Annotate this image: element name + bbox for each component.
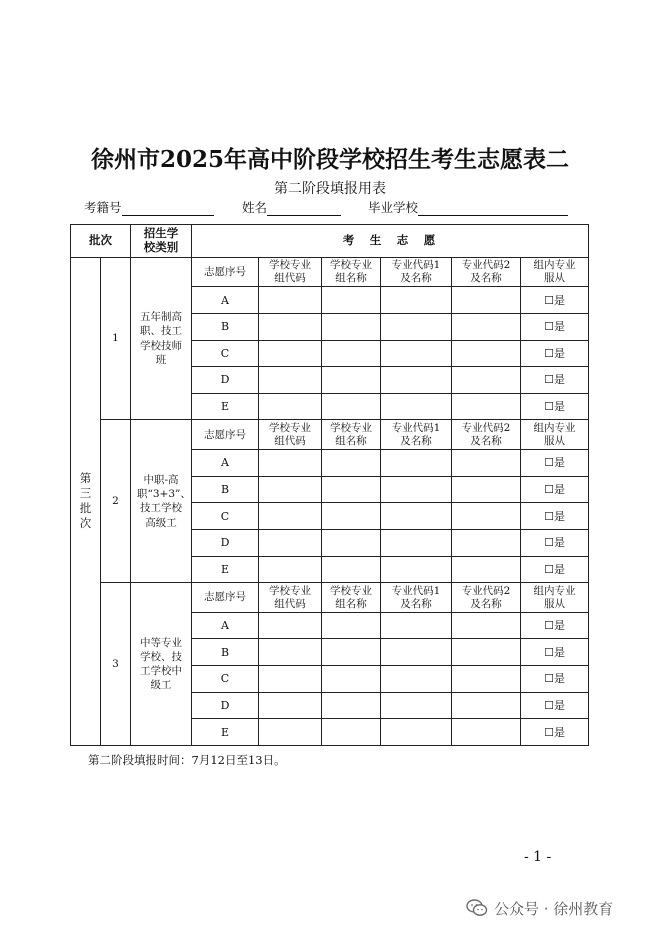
column-header-text: 组内专业服从	[533, 422, 576, 447]
entry-cell[interactable]	[322, 556, 381, 583]
entry-cell[interactable]	[259, 340, 322, 367]
option-label: C	[192, 340, 259, 367]
column-header	[192, 257, 259, 287]
entry-cell[interactable]	[322, 450, 381, 477]
entry-cell[interactable]	[452, 692, 521, 719]
entry-cell[interactable]	[452, 556, 521, 583]
group-type	[131, 583, 192, 746]
obey-checkbox[interactable]: ☐是	[521, 529, 589, 556]
column-header-text: 专业代码2及名称	[461, 259, 511, 285]
entry-cell[interactable]	[259, 503, 322, 530]
entry-cell[interactable]	[259, 612, 322, 639]
column-header-text: 学校专业组代码	[269, 259, 311, 285]
entry-cell[interactable]	[259, 450, 322, 477]
column-header	[452, 420, 521, 450]
obey-checkbox[interactable]: ☐是	[521, 503, 589, 530]
obey-checkbox[interactable]: ☐是	[521, 692, 589, 719]
entry-cell[interactable]	[259, 287, 322, 314]
column-header	[521, 257, 589, 287]
entry-cell[interactable]	[322, 340, 381, 367]
column-header-text: 专业代码2及名称	[461, 584, 511, 610]
entry-cell[interactable]	[381, 393, 452, 420]
column-header-text: 学校专业组名称	[330, 259, 372, 285]
column-header	[521, 583, 589, 613]
entry-cell[interactable]	[259, 393, 322, 420]
option-label: A	[192, 450, 259, 477]
column-header	[452, 257, 521, 287]
group-type	[131, 257, 192, 420]
column-header-text: 志愿序号	[204, 591, 246, 604]
entry-cell[interactable]	[452, 393, 521, 420]
exam-id-label: 考籍号	[84, 200, 122, 215]
entry-cell[interactable]	[322, 503, 381, 530]
school-line[interactable]	[418, 202, 568, 216]
entry-cell[interactable]	[381, 450, 452, 477]
entry-cell[interactable]	[322, 612, 381, 639]
group-number: 1	[101, 257, 131, 420]
entry-cell[interactable]	[452, 287, 521, 314]
group-type	[131, 420, 192, 583]
entry-cell[interactable]	[322, 314, 381, 341]
entry-cell[interactable]	[452, 503, 521, 530]
column-header-text: 学校专业组代码	[269, 422, 311, 447]
group-type-text: 中职-高职“3+3”、技工学校高级工	[137, 473, 191, 529]
group-type-text: 中等专业学校、技工学校中级工	[140, 636, 182, 692]
entry-cell[interactable]	[322, 692, 381, 719]
option-label: E	[192, 719, 259, 746]
exam-id-field	[84, 198, 214, 216]
batch-cell	[71, 257, 101, 745]
group-header-row	[71, 583, 589, 613]
obey-checkbox[interactable]: ☐是	[521, 719, 589, 746]
name-line[interactable]	[267, 202, 341, 216]
column-header	[259, 420, 322, 450]
entry-cell[interactable]	[452, 666, 521, 693]
entry-cell[interactable]	[381, 612, 452, 639]
obey-checkbox[interactable]: ☐是	[521, 639, 589, 666]
page-number: - 1 -	[524, 849, 552, 865]
column-header	[322, 257, 381, 287]
obey-checkbox[interactable]: ☐是	[521, 612, 589, 639]
group-number: 2	[101, 420, 131, 583]
entry-cell[interactable]	[322, 529, 381, 556]
entry-cell[interactable]	[322, 476, 381, 503]
column-header-text: 专业代码1及名称	[391, 584, 441, 610]
obey-checkbox[interactable]: ☐是	[521, 314, 589, 341]
entry-cell[interactable]	[381, 503, 452, 530]
entry-cell[interactable]	[259, 666, 322, 693]
entry-cell[interactable]	[381, 287, 452, 314]
entry-cell[interactable]	[259, 639, 322, 666]
option-label: E	[192, 556, 259, 583]
entry-cell[interactable]	[381, 692, 452, 719]
footnote: 第二阶段填报时间：7月12日至13日。	[88, 753, 286, 767]
batch-header: 批次	[71, 225, 131, 258]
entry-cell[interactable]	[381, 556, 452, 583]
form-subtitle: 第二阶段填报用表	[274, 181, 386, 197]
entry-cell[interactable]	[259, 367, 322, 394]
obey-checkbox[interactable]: ☐是	[521, 287, 589, 314]
entry-cell[interactable]	[452, 612, 521, 639]
entry-cell[interactable]	[322, 666, 381, 693]
entry-cell[interactable]	[381, 367, 452, 394]
column-header	[322, 583, 381, 613]
column-header-text: 组内专业服从	[533, 259, 576, 285]
group-number: 3	[101, 583, 131, 746]
column-header	[322, 420, 381, 450]
column-header-text: 志愿序号	[204, 428, 246, 441]
obey-checkbox[interactable]: ☐是	[521, 450, 589, 477]
column-header-text: 学校专业组代码	[269, 584, 311, 610]
obey-checkbox[interactable]: ☐是	[521, 556, 589, 583]
entry-cell[interactable]	[259, 314, 322, 341]
entry-cell[interactable]	[381, 639, 452, 666]
batch-name: 第三批次	[79, 471, 92, 531]
column-header-text: 组内专业服从	[533, 584, 576, 610]
option-label: B	[192, 476, 259, 503]
obey-checkbox[interactable]: ☐是	[521, 476, 589, 503]
option-label: C	[192, 503, 259, 530]
column-header	[381, 583, 452, 613]
entry-cell[interactable]	[259, 692, 322, 719]
entry-cell[interactable]	[381, 476, 452, 503]
entry-cell[interactable]	[259, 476, 322, 503]
column-header	[381, 257, 452, 287]
option-label: D	[192, 529, 259, 556]
entry-cell[interactable]	[452, 314, 521, 341]
student-info-fields	[84, 198, 584, 218]
form-title: 徐州市2025年高中阶段学校招生考生志愿表二	[90, 146, 569, 173]
entry-cell[interactable]	[259, 719, 322, 746]
option-label: B	[192, 314, 259, 341]
option-label: A	[192, 287, 259, 314]
option-label: E	[192, 393, 259, 420]
entry-cell[interactable]	[381, 529, 452, 556]
entry-cell[interactable]	[452, 476, 521, 503]
entry-cell[interactable]	[322, 287, 381, 314]
type-header	[131, 225, 192, 258]
entry-cell[interactable]	[452, 639, 521, 666]
entry-cell[interactable]	[322, 367, 381, 394]
option-label: D	[192, 367, 259, 394]
obey-checkbox[interactable]: ☐是	[521, 666, 589, 693]
option-label: A	[192, 612, 259, 639]
groups-body	[71, 257, 589, 745]
group-type-text: 五年制高职、技工学校技师班	[140, 311, 182, 366]
column-header	[259, 257, 322, 287]
entry-cell[interactable]	[381, 314, 452, 341]
wechat-icon	[466, 898, 488, 918]
obey-checkbox[interactable]: ☐是	[521, 367, 589, 394]
wishes-header: 考 生 志 愿	[192, 225, 589, 258]
wish-table	[70, 224, 589, 746]
entry-cell[interactable]	[259, 529, 322, 556]
entry-cell[interactable]	[452, 367, 521, 394]
entry-cell[interactable]	[322, 719, 381, 746]
entry-cell[interactable]	[322, 393, 381, 420]
watermark-text: 公众号 · 徐州教育	[494, 899, 614, 918]
entry-cell[interactable]	[452, 340, 521, 367]
column-header-text: 志愿序号	[204, 265, 246, 278]
option-label: C	[192, 666, 259, 693]
column-header-text: 专业代码1及名称	[391, 259, 441, 285]
school-field	[368, 198, 568, 216]
group-header-row	[71, 420, 589, 450]
entry-cell[interactable]	[381, 719, 452, 746]
entry-cell[interactable]	[452, 529, 521, 556]
group-header-row	[71, 257, 589, 287]
name-field	[242, 198, 341, 216]
type-header-text: 招生学校类别	[143, 226, 179, 254]
watermark	[466, 896, 613, 920]
obey-checkbox[interactable]: ☐是	[521, 340, 589, 367]
obey-checkbox[interactable]: ☐是	[521, 393, 589, 420]
entry-cell[interactable]	[322, 639, 381, 666]
name-label: 姓名	[242, 200, 268, 215]
column-header-text: 专业代码2及名称	[461, 422, 511, 447]
option-label: B	[192, 639, 259, 666]
exam-id-line[interactable]	[122, 202, 214, 216]
column-header	[192, 420, 259, 450]
entry-cell[interactable]	[259, 556, 322, 583]
entry-cell[interactable]	[381, 340, 452, 367]
column-header-text: 学校专业组名称	[330, 584, 372, 610]
column-header	[259, 583, 322, 613]
column-header	[452, 583, 521, 613]
column-header-text: 专业代码1及名称	[391, 422, 441, 447]
option-label: D	[192, 692, 259, 719]
column-header	[381, 420, 452, 450]
column-header-text: 学校专业组名称	[330, 422, 372, 447]
entry-cell[interactable]	[381, 666, 452, 693]
column-header	[521, 420, 589, 450]
entry-cell[interactable]	[452, 719, 521, 746]
school-label: 毕业学校	[368, 200, 419, 215]
entry-cell[interactable]	[452, 450, 521, 477]
column-header	[192, 583, 259, 613]
table-header-row	[71, 225, 589, 258]
